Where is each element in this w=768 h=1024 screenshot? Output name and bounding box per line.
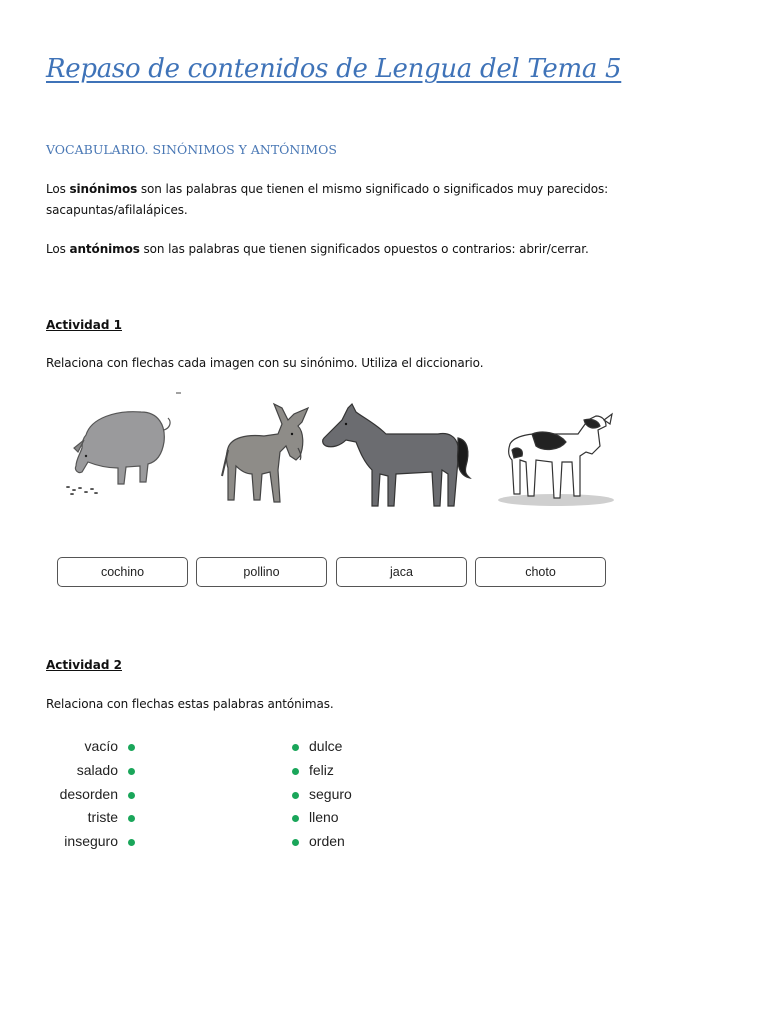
right-dot[interactable] — [292, 792, 299, 799]
synonyms-paragraph — [46, 179, 686, 221]
antonyms-text-after: son las palabras que tienen significados opuestos o contrarios: abrir/cerrar. — [139, 242, 589, 256]
synonyms-term: sinónimos — [69, 182, 138, 196]
left-word: desorden — [59, 786, 118, 802]
word-box-3: jaca — [336, 557, 467, 587]
synonyms-text-before: Los — [46, 182, 70, 196]
left-word-item — [40, 833, 118, 855]
left-dot[interactable] — [128, 815, 135, 822]
right-word: seguro — [309, 786, 352, 802]
word-box-1: cochino — [57, 557, 188, 587]
pig-illustration — [66, 412, 170, 495]
left-word-item — [40, 809, 118, 831]
antonyms-paragraph — [46, 239, 686, 260]
antonyms-term: antónimos — [69, 242, 140, 256]
right-word: lleno — [309, 809, 339, 825]
left-word: vacío — [84, 738, 118, 754]
left-dot[interactable] — [128, 839, 135, 846]
calf-illustration — [498, 414, 614, 506]
activity1-heading: Actividad 1 — [46, 318, 122, 332]
animal-illustrations — [46, 390, 626, 510]
left-word: inseguro — [64, 833, 118, 849]
page-title: Repaso de contenidos de Lengua del Tema 5 — [46, 54, 622, 84]
right-word: orden — [309, 833, 345, 849]
right-word: dulce — [309, 738, 343, 754]
left-word-item — [40, 762, 118, 784]
activity2-instruction: Relaciona con flechas estas palabras antónimas. — [46, 697, 334, 711]
left-dot[interactable] — [128, 744, 135, 751]
horse-illustration — [323, 404, 470, 506]
donkey-illustration — [222, 404, 308, 502]
right-dot[interactable] — [292, 815, 299, 822]
activity1-instruction: Relaciona con flechas cada imagen con su sinónimo. Utiliza el diccionario. — [46, 356, 484, 370]
synonyms-text-after: son las palabras que tienen el mismo significado o significados muy parecidos: sacapuntas/afilalápices. — [46, 182, 609, 217]
left-word-item — [40, 738, 118, 760]
left-dot[interactable] — [128, 792, 135, 799]
word-box-2: pollino — [196, 557, 327, 587]
right-dot[interactable] — [292, 839, 299, 846]
left-word: salado — [76, 762, 118, 778]
left-dot[interactable] — [128, 768, 135, 775]
word-box-4: choto — [475, 557, 606, 587]
right-dot[interactable] — [292, 744, 299, 751]
right-word: feliz — [309, 762, 334, 778]
right-dot[interactable] — [292, 768, 299, 775]
left-word-item — [40, 786, 118, 808]
activity2-heading: Actividad 2 — [46, 658, 122, 672]
antonyms-text-before: Los — [46, 242, 70, 256]
section-title: VOCABULARIO. SINÓNIMOS Y ANTÓNIMOS — [46, 142, 337, 157]
left-word: triste — [87, 809, 118, 825]
